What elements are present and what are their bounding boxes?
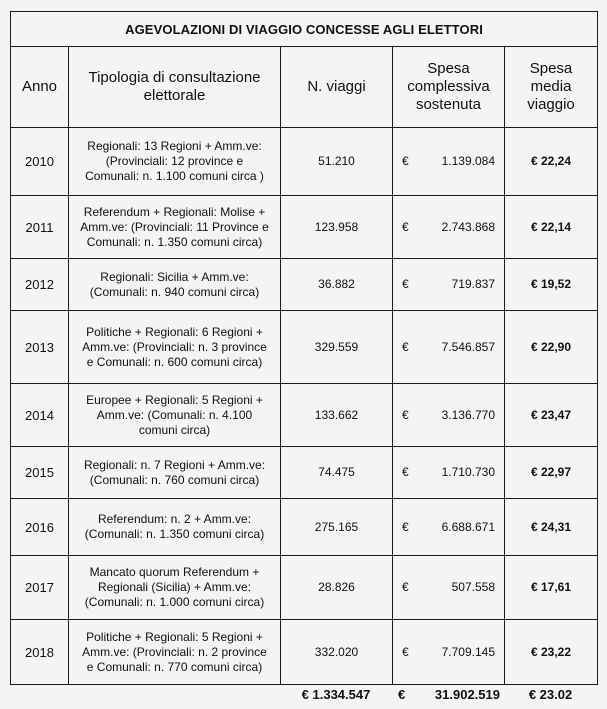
header-media: Spesa media viaggio bbox=[505, 47, 598, 128]
tipologia-line: Comunali: n. 1.100 comuni circa ) bbox=[85, 169, 264, 183]
cell-media: € 22,14 bbox=[505, 196, 598, 259]
title-row bbox=[11, 12, 598, 47]
tipologia-line: Europee + Regionali: 5 Regioni + bbox=[86, 392, 263, 407]
table-body bbox=[11, 128, 598, 685]
cell-anno: 2010 bbox=[11, 128, 69, 196]
total-spesa-currency: € bbox=[398, 687, 406, 702]
cell-media: € 19,52 bbox=[505, 259, 598, 311]
cell-tipologia bbox=[69, 556, 281, 620]
tipologia-line: Amm.ve: (Provinciali: n. 2 province bbox=[82, 644, 267, 659]
header-anno: Anno bbox=[11, 47, 69, 128]
spesa-value: 507.558 bbox=[451, 580, 495, 594]
header-row bbox=[11, 47, 598, 128]
table-title: AGEVOLAZIONI DI VIAGGIO CONCESSE AGLI ELETTORI bbox=[11, 12, 598, 47]
total-spesa bbox=[392, 685, 504, 705]
cell-spesa bbox=[393, 556, 505, 620]
cell-tipologia bbox=[69, 128, 281, 196]
cell-viaggi: 28.826 bbox=[281, 556, 393, 620]
currency-symbol: € bbox=[402, 407, 409, 422]
cell-spesa bbox=[393, 259, 505, 311]
total-media: € 23.02 bbox=[528, 687, 573, 702]
table-row bbox=[11, 128, 598, 196]
tipologia-line: Amm.ve: (Provinciali: n. 3 province bbox=[82, 339, 267, 354]
currency-symbol: € bbox=[402, 277, 409, 291]
cell-spesa bbox=[393, 311, 505, 384]
cell-tipologia bbox=[69, 196, 281, 259]
table-row bbox=[11, 620, 598, 685]
tipologia-line: Referendum + Regionali: Molise + bbox=[83, 204, 266, 219]
tipologia-line: (Comunali: n. 940 comuni circa) bbox=[89, 284, 260, 299]
cell-tipologia bbox=[69, 499, 281, 556]
cell-tipologia bbox=[69, 447, 281, 499]
cell-media: € 24,31 bbox=[505, 499, 598, 556]
cell-spesa bbox=[393, 447, 505, 499]
cell-tipologia bbox=[69, 384, 281, 447]
cell-tipologia bbox=[69, 259, 281, 311]
total-viaggi: € 1.334.547 bbox=[301, 687, 371, 702]
cell-anno: 2012 bbox=[11, 259, 69, 311]
cell-media: € 22,97 bbox=[505, 447, 598, 499]
spesa-value: 6.688.671 bbox=[441, 519, 495, 534]
cell-tipologia bbox=[69, 311, 281, 384]
cell-media: € 22,24 bbox=[505, 128, 598, 196]
currency-symbol: € bbox=[402, 219, 409, 234]
tipologia-line: Mancato quorum Referendum + bbox=[89, 565, 260, 579]
cell-spesa bbox=[393, 196, 505, 259]
tipologia-line: (Provinciali: 12 province e bbox=[105, 154, 244, 168]
tipologia-line: Politiche + Regionali: 6 Regioni + bbox=[86, 324, 263, 339]
currency-symbol: € bbox=[402, 154, 409, 168]
spesa-value: 719.837 bbox=[451, 277, 495, 291]
spesa-value: 7.546.857 bbox=[441, 339, 495, 354]
tipologia-line: Regionali: 13 Regioni + Amm.ve: bbox=[87, 139, 262, 153]
cell-anno: 2014 bbox=[11, 384, 69, 447]
totals-row bbox=[10, 685, 597, 709]
cell-viaggi: 133.662 bbox=[281, 384, 393, 447]
spesa-value: 2.743.868 bbox=[441, 219, 495, 234]
cell-spesa bbox=[393, 128, 505, 196]
document-sheet bbox=[10, 11, 597, 709]
table-row bbox=[11, 556, 598, 620]
tipologia-line: (Comunali: n. 1.350 comuni circa) bbox=[84, 527, 265, 541]
cell-spesa bbox=[393, 620, 505, 685]
spesa-value: 3.136.770 bbox=[441, 407, 495, 422]
tipologia-line: (Comunali: n. 760 comuni circa) bbox=[89, 472, 260, 487]
currency-symbol: € bbox=[402, 580, 409, 594]
currency-symbol: € bbox=[402, 644, 409, 659]
cell-media: € 23,22 bbox=[505, 620, 598, 685]
cell-viaggi: 275.165 bbox=[281, 499, 393, 556]
header-tipologia: Tipologia di consultazione elettorale bbox=[69, 47, 281, 128]
tipologia-line: comuni circa) bbox=[138, 422, 211, 437]
spesa-value: 1.710.730 bbox=[441, 465, 495, 479]
tipologia-line: Politiche + Regionali: 5 Regioni + bbox=[86, 629, 263, 644]
cell-anno: 2013 bbox=[11, 311, 69, 384]
cell-viaggi: 332.020 bbox=[281, 620, 393, 685]
table-row bbox=[11, 311, 598, 384]
table-row bbox=[11, 384, 598, 447]
tipologia-line: Regionali: n. 7 Regioni + Amm.ve: bbox=[83, 457, 266, 472]
tipologia-line: Comunali: n. 1.350 comuni circa) bbox=[86, 234, 263, 249]
tipologia-line: e Comunali: n. 600 comuni circa) bbox=[86, 354, 263, 369]
cell-media: € 17,61 bbox=[505, 556, 598, 620]
total-spesa-value: 31.902.519 bbox=[434, 687, 500, 702]
cell-media: € 23,47 bbox=[505, 384, 598, 447]
cell-anno: 2016 bbox=[11, 499, 69, 556]
cell-anno: 2017 bbox=[11, 556, 69, 620]
travel-subsidies-table bbox=[10, 11, 598, 685]
cell-anno: 2015 bbox=[11, 447, 69, 499]
table-row bbox=[11, 499, 598, 556]
tipologia-line: Amm.ve: (Provinciali: 11 Province e bbox=[80, 219, 269, 234]
header-viaggi: N. viaggi bbox=[281, 47, 393, 128]
cell-spesa bbox=[393, 499, 505, 556]
tipologia-line: Amm.ve: (Comunali: n. 4.100 bbox=[96, 407, 253, 422]
currency-symbol: € bbox=[402, 339, 409, 354]
tipologia-line: e Comunali: n. 770 comuni circa) bbox=[86, 659, 263, 674]
tipologia-line: Regionali (Sicilia) + Amm.ve: bbox=[97, 580, 252, 594]
table-row bbox=[11, 447, 598, 499]
currency-symbol: € bbox=[402, 519, 409, 534]
table-row bbox=[11, 196, 598, 259]
spesa-value: 1.139.084 bbox=[441, 154, 495, 168]
cell-anno: 2018 bbox=[11, 620, 69, 685]
cell-viaggi: 74.475 bbox=[281, 447, 393, 499]
cell-viaggi: 123.958 bbox=[281, 196, 393, 259]
cell-viaggi: 51.210 bbox=[281, 128, 393, 196]
cell-media: € 22,90 bbox=[505, 311, 598, 384]
cell-viaggi: 329.559 bbox=[281, 311, 393, 384]
spesa-value: 7.709.145 bbox=[441, 644, 495, 659]
cell-anno: 2011 bbox=[11, 196, 69, 259]
tipologia-line: Regionali: Sicilia + Amm.ve: bbox=[100, 269, 249, 284]
tipologia-line: (Comunali: n. 1.000 comuni circa) bbox=[84, 595, 265, 609]
tipologia-line: Referendum: n. 2 + Amm.ve: bbox=[97, 512, 252, 526]
cell-viaggi: 36.882 bbox=[281, 259, 393, 311]
table-row bbox=[11, 259, 598, 311]
cell-tipologia bbox=[69, 620, 281, 685]
currency-symbol: € bbox=[402, 465, 409, 479]
cell-spesa bbox=[393, 384, 505, 447]
header-spesa: Spesa complessiva sostenuta bbox=[393, 47, 505, 128]
